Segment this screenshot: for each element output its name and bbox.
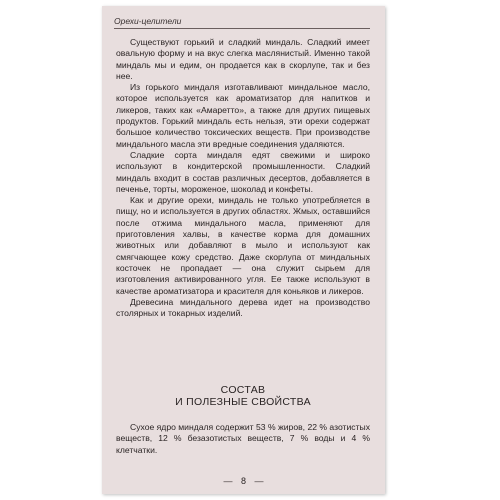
paragraph: Из горького миндаля изготавливают миндальное масло, которое используется как ароматизатор для напитков и ликеров, таких как «Амаретто», а также для других пищевых продуктов. Горький миндаль есть нельзя, эти орехи содержат большое количество токсических веществ. При производстве миндального масла эти вредные соединения удаляются. — [116, 82, 370, 149]
page-footer — [102, 476, 385, 486]
footer-dash-left: — — [223, 476, 233, 486]
paragraph: Сухое ядро миндаля содержит 53 % жиров, 22 % азотистых веществ, 12 % безазотистых веществ, 7 % воды и 4 % клетчатки. — [116, 422, 370, 455]
section-title-line-1: СОСТАВ — [220, 384, 266, 396]
paragraph: Как и другие орехи, миндаль не только употребляется в пищу, но и используется в других областях. Жмых, оставшийся после отжима миндального масла, применяют для приготовления халвы, в качестве корма для домашних животных или добавляют в мыло и используют как смягчающее кожу средство. Даже скорлупа от миндальных косточек не пропадает — она служит сырьем для изготовления активированного угля. Ее также используют в качестве ароматизатора и красителя для коньяков и ликеров. — [116, 195, 370, 296]
running-head: Орехи-целители — [114, 16, 370, 29]
footer-dash-right: — — [254, 476, 264, 486]
section-body — [116, 422, 370, 456]
page-number: 8 — [240, 476, 246, 486]
paragraph: Древесина миндального дерева идет на производство столярных и токарных изделий. — [116, 296, 370, 319]
paragraph: Существуют горький и сладкий миндаль. Сладкий имеет овальную форму и на вкус слегка маслянистый. Именно такой миндаль мы и едим, он продается как в скорлупе, так и без нее. — [116, 37, 370, 81]
paragraph: Сладкие сорта миндаля едят свежими и широко используют в кондитерской промышленности. Сладкий миндаль входит в состав различных десертов, добавляется в печенье, торты, мороженое, шоколад и конфеты. — [116, 149, 370, 194]
section-title — [116, 384, 370, 408]
book-page — [102, 6, 385, 494]
section-title-line-2: И ПОЛЕЗНЫЕ СВОЙСТВА — [175, 396, 311, 408]
body-text — [116, 37, 370, 319]
